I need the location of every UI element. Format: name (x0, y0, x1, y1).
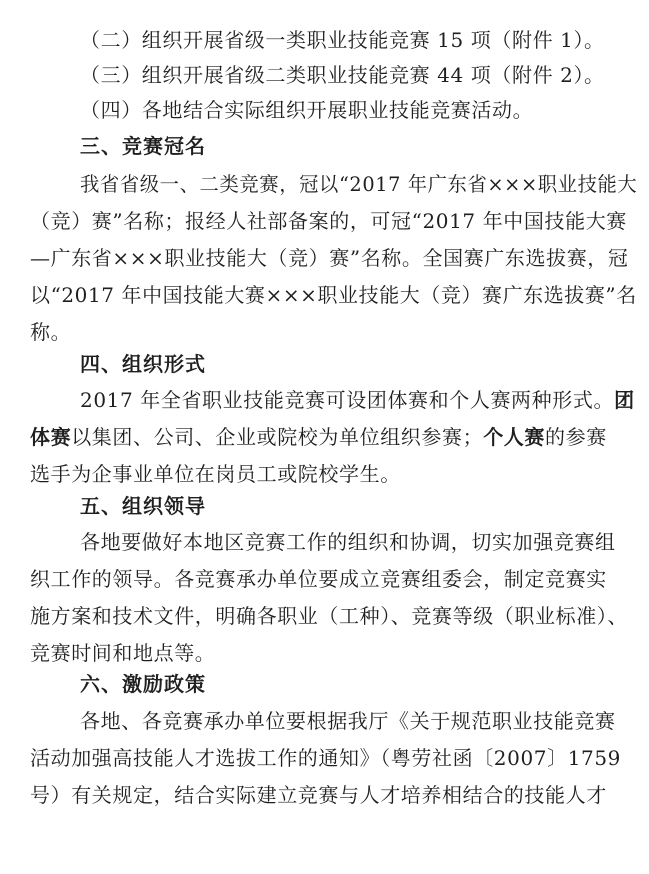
section-6-line-1: 各地、各竞赛承办单位要根据我厅《关于规范职业技能竞赛 (80, 709, 616, 733)
section-3-line-4: 以“2017 年中国技能大赛×××职业技能大（竞）赛广东选拔赛”名 (30, 283, 637, 307)
section-5-line-4: 竞赛时间和地点等。 (30, 641, 216, 665)
section-5-line-3: 施方案和技术文件，明确各职业（工种）、竞赛等级（职业标准）、 (30, 604, 628, 628)
item-2: （二）组织开展省级一类职业技能竞赛 15 项（附件 1）。 (80, 28, 605, 52)
section-5-line-2: 织工作的领导。各竞赛承办单位要成立竞赛组委会，制定竞赛实 (30, 567, 607, 591)
section-4-heading: 四、组织形式 (80, 352, 206, 376)
section-3-line-2: （竞）赛”名称；报经人社部备案的，可冠“2017 年中国技能大赛 (30, 209, 627, 233)
section-6-line-2: 活动加强高技能人才选拔工作的通知》（粤劳社函〔2007〕1759 (30, 746, 621, 770)
item-4: （四）各地结合实际组织开展职业技能竞赛活动。 (80, 98, 534, 122)
section-4-line-3: 选手为企事业单位在岗员工或院校学生。 (30, 462, 401, 486)
bold-term-individual: 个人赛 (483, 425, 546, 449)
section-4-line-1-text: 2017 年全省职业技能竞赛可设团体赛和个人赛两种形式。 (80, 388, 615, 412)
section-3-heading: 三、竞赛冠名 (80, 134, 206, 158)
section-3-line-1: 我省省级一、二类竞赛，冠以“2017 年广东省×××职业技能大 (80, 172, 638, 196)
section-4-line-2-tail: 的参赛 (545, 425, 607, 449)
bold-term-team-start: 团 (614, 388, 635, 412)
section-5-heading: 五、组织领导 (80, 494, 206, 518)
bold-term-team-end: 体赛 (30, 425, 72, 449)
section-3-line-5: 称。 (30, 320, 72, 344)
section-5-line-1: 各地要做好本地区竞赛工作的组织和协调，切实加强竞赛组 (80, 530, 616, 554)
section-6-heading: 六、激励政策 (80, 672, 206, 696)
section-4-line-2-text: 以集团、公司、企业或院校为单位组织参赛； (71, 425, 484, 449)
section-4-line-1 (80, 386, 635, 414)
item-3: （三）组织开展省级二类职业技能竞赛 44 项（附件 2）。 (80, 63, 605, 87)
section-6-line-3: 号）有关规定，结合实际建立竞赛与人才培养相结合的技能人才 (30, 783, 607, 807)
section-3-line-3: —广东省×××职业技能大（竞）赛”名称。全国赛广东选拔赛，冠 (30, 246, 629, 270)
section-4-line-2 (30, 423, 607, 451)
